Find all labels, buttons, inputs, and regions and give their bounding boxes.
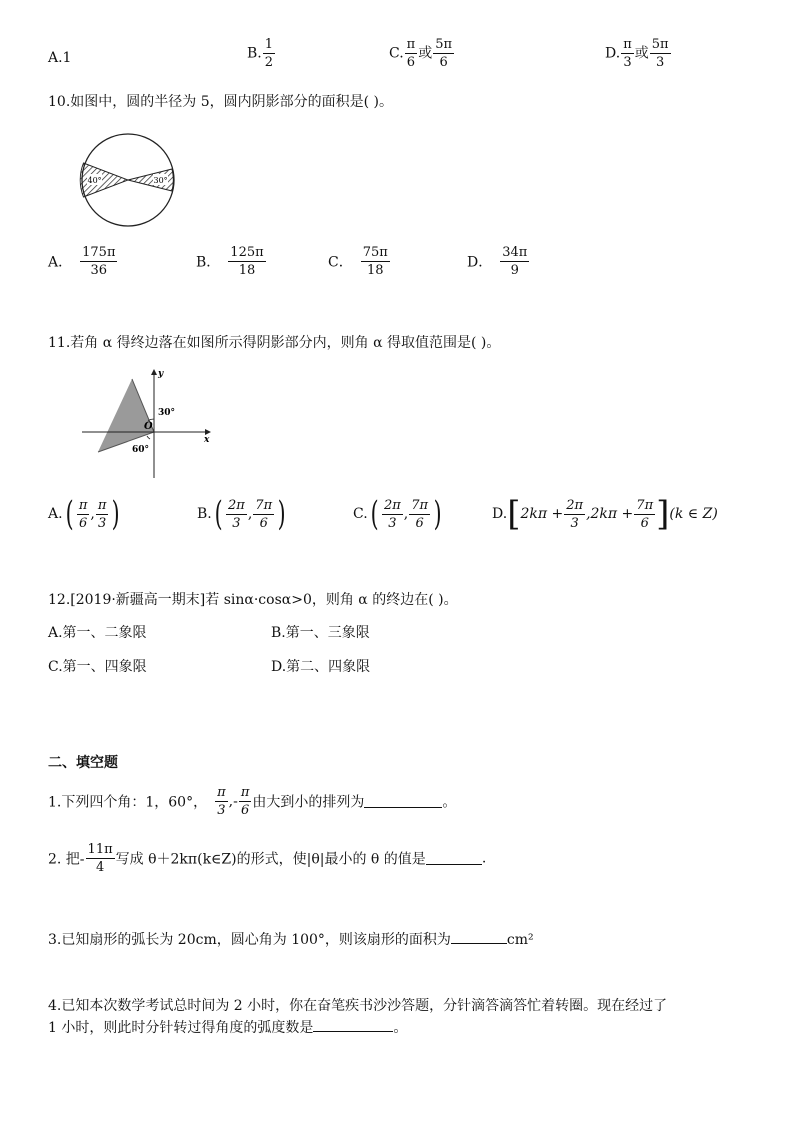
angle-label-30: 30° bbox=[153, 176, 168, 185]
answer-blank[interactable] bbox=[313, 1019, 393, 1032]
q12-option-d: D.第二、四象限 bbox=[271, 659, 371, 675]
answer-blank[interactable] bbox=[426, 852, 482, 865]
fraction: $\frac{5\pi}{6}$ bbox=[435, 37, 453, 70]
q12-option-b: B.第一、三象限 bbox=[271, 625, 370, 641]
q10-circle-figure bbox=[78, 130, 178, 230]
q10-option-a: A． $\frac{175\pi}{36}$ bbox=[48, 245, 116, 278]
q10-option-d: D． $\frac{34\pi}{9}$ bbox=[467, 245, 528, 278]
fraction: $\frac{1}{2}$ bbox=[264, 37, 274, 70]
origin-label: O bbox=[144, 421, 153, 432]
q9-option-a: A.1 bbox=[48, 50, 72, 66]
angle-label-30: 30° bbox=[158, 408, 176, 418]
angle-label-40: 40° bbox=[87, 176, 102, 185]
q10-option-b: B． $\frac{125\pi}{18}$ bbox=[196, 245, 264, 278]
q9-option-b: B. $\frac{1}{2}$ bbox=[247, 37, 274, 70]
q9-option-d: D. $\frac{\pi}{3}$ 或 $\frac{5\pi}{3}$ bbox=[605, 37, 669, 70]
q12-option-c: C.第一、四象限 bbox=[48, 659, 147, 675]
q12-option-a: A.第一、二象限 bbox=[48, 625, 147, 641]
fraction: $\frac{5\pi}{3}$ bbox=[651, 37, 669, 70]
fill-question-4-line1: 4.已知本次数学考试总时间为 2 小时，你在奋笔疾书沙沙答题，分针滴答滴答忙着转圈。现在经过了 bbox=[48, 998, 668, 1014]
fraction: $\frac{\pi}{6}$ bbox=[406, 37, 416, 70]
fill-question-1: 1.下列四个角：1，60°， $\frac{\pi}{3}$ ,- $\frac{\pi}{6}$ 由大到小的排列为 。 bbox=[48, 785, 457, 818]
q10-options bbox=[48, 246, 548, 286]
fill-question-4-line2: 1 小时，则此时分针转过得角度的弧度数是 。 bbox=[48, 1020, 408, 1036]
angle-label-60: 60° bbox=[132, 445, 150, 455]
section-title: 二、填空题 bbox=[48, 755, 118, 771]
q9-option-c: C. $\frac{\pi}{6}$ 或 $\frac{5\pi}{6}$ bbox=[389, 37, 453, 70]
q12-stem: 12.[2019·新疆高一期末]若 sinα·cosα>0，则角 α 的终边在( )。 bbox=[48, 592, 458, 608]
fill-question-2: 2. 把- $\frac{11\pi}{4}$ 写成 θ＋2kπ(k∈Z)的形式，使|θ|最小的 θ 的值是 . bbox=[48, 842, 487, 875]
fraction: $\frac{\pi}{3}$ bbox=[623, 37, 632, 70]
q11-axes-figure bbox=[80, 364, 220, 482]
answer-blank[interactable] bbox=[364, 795, 442, 808]
q11-option-d: D.[2kπ + $\frac{2\pi}{3}$ ,2kπ + $\frac{7\pi}{6}$ ](k ∈ Z) bbox=[492, 494, 718, 534]
q11-stem: 11.若角 α 得终边落在如图所示得阴影部分内，则角 α 得取值范围是( )。 bbox=[48, 335, 501, 351]
q11-option-a: A.( $\frac{\pi}{6}$ , $\frac{\pi}{3}$ ) bbox=[48, 494, 120, 534]
x-axis-label: x bbox=[204, 435, 210, 445]
q10-option-c: C． $\frac{75\pi}{18}$ bbox=[328, 245, 388, 278]
answer-blank[interactable] bbox=[451, 931, 507, 944]
q10-stem: 10.如图中，圆的半径为 5，圆内阴影部分的面积是( )。 bbox=[48, 94, 393, 110]
fill-question-3: 3.已知扇形的弧长为 20cm，圆心角为 100°，则该扇形的面积为 cm² bbox=[48, 932, 534, 948]
q11-option-c: C.( $\frac{2\pi}{3}$ , $\frac{7\pi}{6}$ ) bbox=[353, 494, 442, 534]
y-axis-label: y bbox=[158, 369, 164, 379]
q11-option-b: B.( $\frac{2\pi}{3}$ , $\frac{7\pi}{6}$ ) bbox=[197, 494, 286, 534]
